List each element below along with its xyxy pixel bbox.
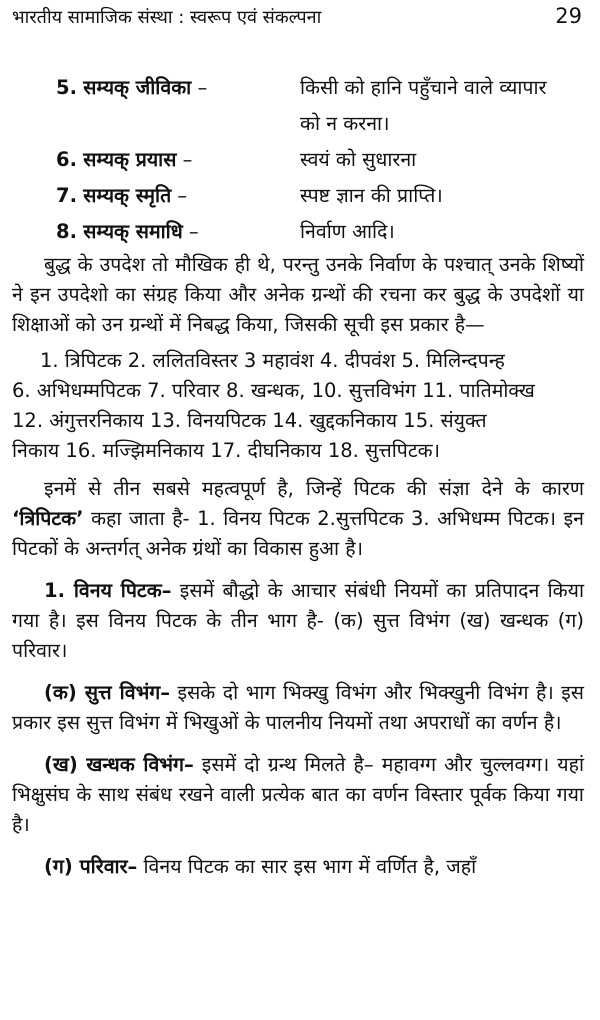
section-parivar [12, 852, 584, 882]
book-list-line: निकाय 16. मज्झिमनिकाय 17. दीघनिकाय 18. सुत्तपिटक। [12, 439, 441, 462]
section-text: इसमें बौद्धो के आचार संबंधी नियमों का प्रतिपादन किया गया है। इस विनय पिटक के तीन भाग है- (क) सुत्त विभंग (ख) खन्धक (ग) परिवार। [12, 579, 584, 662]
tripitak-text-post: कहा जाता है- 1. विनय पिटक 2.सुत्तपिटक 3. अभिधम्म पिटक। इन पिटकों के अन्तर्गत् अनेक ग्रंथों का विकास हुआ है। [12, 507, 584, 560]
page-body [12, 70, 584, 882]
book-list-line: 6. अभिधम्मपिटक 7. परिवार 8. खन्धक, 10. सुत्तविभंग 11. पातिमोक्ख [12, 379, 535, 402]
step-desc-line: किसी को हानि पहुँचाने वाले व्यापार [300, 76, 547, 99]
step-desc-line: निर्वाण आदि। [300, 220, 395, 243]
step-term: सम्यक् समाधि [83, 220, 183, 243]
step-7 [12, 178, 584, 214]
section-text: विनय पिटक का सार इस भाग में वर्णित है, जहाँ [137, 855, 477, 878]
step-number: 8. [56, 220, 77, 243]
step-number: 5. [56, 76, 77, 99]
section-khandhak-vibhang [12, 750, 584, 840]
step-dash: – [182, 148, 193, 171]
step-desc-line: स्वयं को सुधारना [300, 148, 417, 171]
step-term: सम्यक् जीविका [83, 76, 192, 99]
step-5 [12, 70, 584, 142]
section-heading: (क) सुत्त विभंग– [44, 681, 171, 704]
section-text: इसमें दो ग्रन्थ मिलते है– महावग्ग और चुल्लवग्ग। यहां भिक्षुसंघ के साथ संबंध रखने वाली प्रत्येक बात का वर्णन विस्तार पूर्वक किया गया है। [12, 753, 584, 836]
tripitak-term: ‘त्रिपिटक’ [12, 507, 84, 530]
step-dash: – [188, 220, 199, 243]
section-vinay-pitak [12, 576, 584, 666]
running-header [12, 4, 582, 36]
book-list [12, 346, 584, 466]
page-number: 29 [555, 4, 582, 28]
book-list-line: 12. अंगुत्तरनिकाय 13. विनयपिटक 14. खुद्दकनिकाय 15. संयुक्त [12, 409, 487, 432]
paragraph-intro: बुद्ध के उपदेश तो मौखिक ही थे, परन्तु उनके निर्वाण के पश्चात् उनके शिष्यों ने इन उपदेशो का संग्रह किया और अनेक ग्रन्थों की रचना कर बुद्ध के उपदेशों या शिक्षाओं को उन ग्रन्थों में निबद्ध किया, जिसकी सूची इस प्रकार है— [12, 253, 584, 336]
paragraph-tripitak [12, 474, 584, 564]
book-list-line: 1. त्रिपिटक 2. ललितविस्तर 3 महावंश 4. दीपवंश 5. मिलिन्दपन्ह [40, 349, 505, 372]
section-sutta-vibhang [12, 678, 584, 738]
tripitak-text-pre: इनमें से तीन सबसे महत्वपूर्ण है, जिन्हें पिटक की संज्ञा देने के कारण [44, 477, 584, 500]
step-number: 6. [56, 148, 77, 171]
section-heading: 1. विनय पिटक– [44, 579, 172, 602]
running-title: भारतीय सामाजिक संस्था : स्वरूप एवं संकल्पना [12, 7, 322, 28]
step-term: सम्यक् प्रयास [83, 148, 177, 171]
step-number: 7. [56, 184, 77, 207]
step-term: सम्यक् स्मृति [83, 184, 172, 207]
section-heading: (ग) परिवार– [44, 855, 138, 878]
section-text: इसके दो भाग भिक्खु विभंग और भिक्खुनी विभंग है। इस प्रकार इस सुत्त विभंग में भिखुओं के पालनीय नियमों तथा अपराधों का वर्णन है। [12, 681, 584, 734]
step-desc-line: को न करना। [300, 112, 390, 135]
step-desc-line: स्पष्ट ज्ञान की प्राप्ति। [300, 184, 443, 207]
step-dash: – [177, 184, 188, 207]
step-6 [12, 142, 584, 178]
step-dash: – [197, 76, 208, 99]
step-8 [12, 214, 584, 250]
section-heading: (ख) खन्धक विभंग– [44, 753, 194, 776]
